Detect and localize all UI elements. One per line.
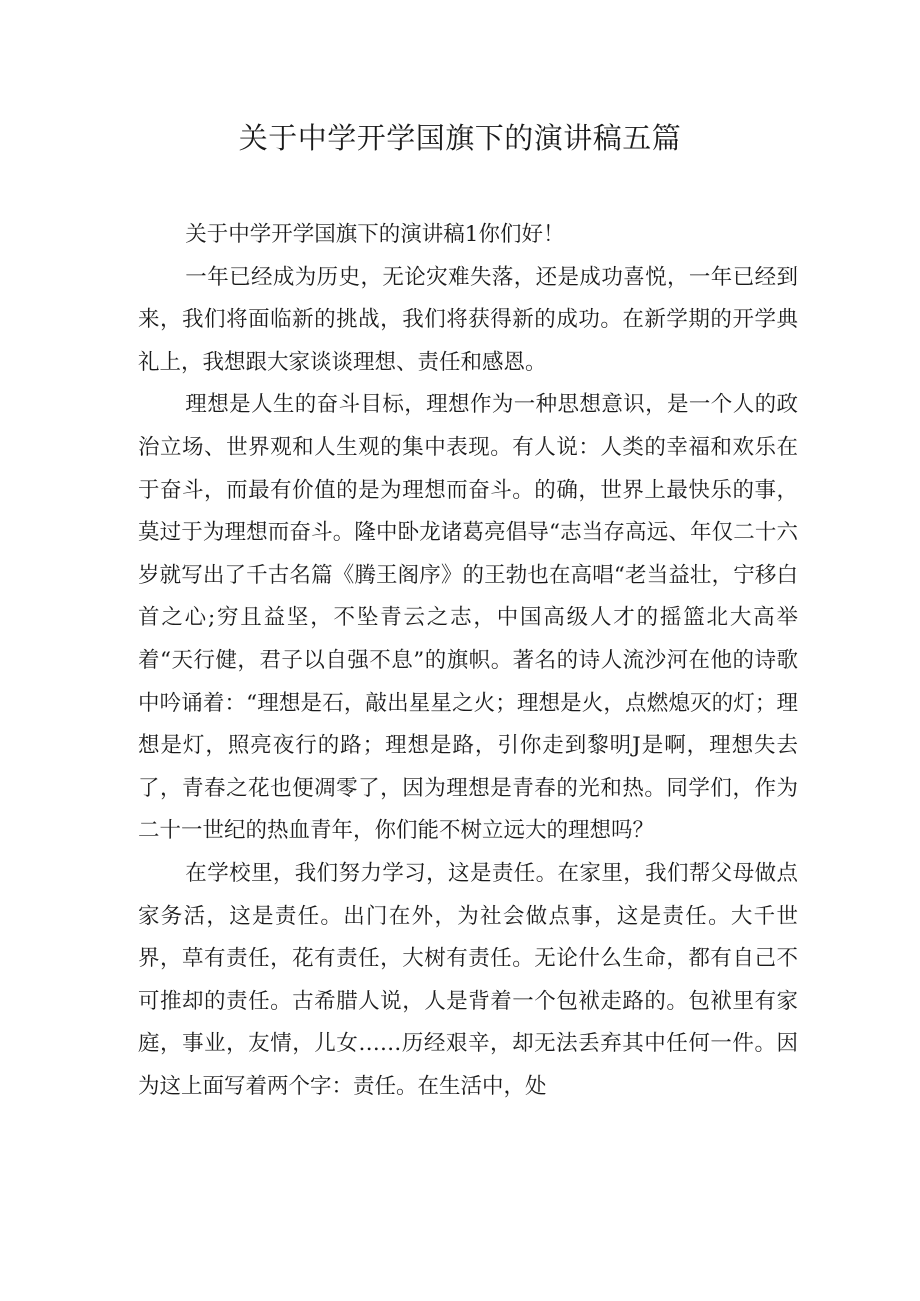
paragraph-ideals: 理想是人生的奋斗目标，理想作为一种思想意识，是一个人的政治立场、世界观和人生观的集中表现。有人说：人类的幸福和欢乐在于奋斗，而最有价值的是为理想而奋斗。的确，世界上最快乐的事，莫过于为理想而奋斗。隆中卧龙诸葛亮倡导“志当存高远、年仅二十六岁就写出了千古名篇《腾王阁序》的王勃也在高唱“老当益壮，宁移白首之心;穷且益坚，不坠青云之志，中国高级人才的摇篮北大高举着“天行健，君子以自强不息”的旗帜。著名的诗人流沙河在他的诗歌中吟诵着：“理想是石，敲出星星之火；理想是火，点燃熄灭的灯；理想是灯，照亮夜行的路；理想是路，引你走到黎明J是啊，理想失去了，青春之花也便凋零了，因为理想是青春的光和热。同学们，作为二十一世纪的热血青年，你们能不树立远大的理想吗？: [138, 392, 798, 844]
document-body: [138, 214, 798, 1108]
paragraph-intro: 一年已经成为历史，无论灾难失落，还是成功喜悦，一年已经到来，我们将面临新的挑战，我们将获得新的成功。在新学期的开学典礼上，我想跟大家谈谈理想、责任和感恩。: [138, 264, 798, 375]
paragraph-greeting: 关于中学开学国旗下的演讲稿1你们好！: [185, 222, 565, 247]
paragraph-responsibility: 在学校里，我们努力学习，这是责任。在家里，我们帮父母做点家务活，这是责任。出门在外，为社会做点事，这是责任。大千世界，草有责任，花有责任，大树有责任。无论什么生命，都有自己不可推却的责任。古希腊人说，人是背着一个包袱走路的。包袱里有家庭，事业，友情，儿女……历经艰辛，却无法丢弃其中任何一件。因为这上面写着两个字：责任。在生活中，处: [138, 860, 798, 1099]
document-title: 关于中学开学国旗下的演讲稿五篇: [238, 121, 682, 155]
